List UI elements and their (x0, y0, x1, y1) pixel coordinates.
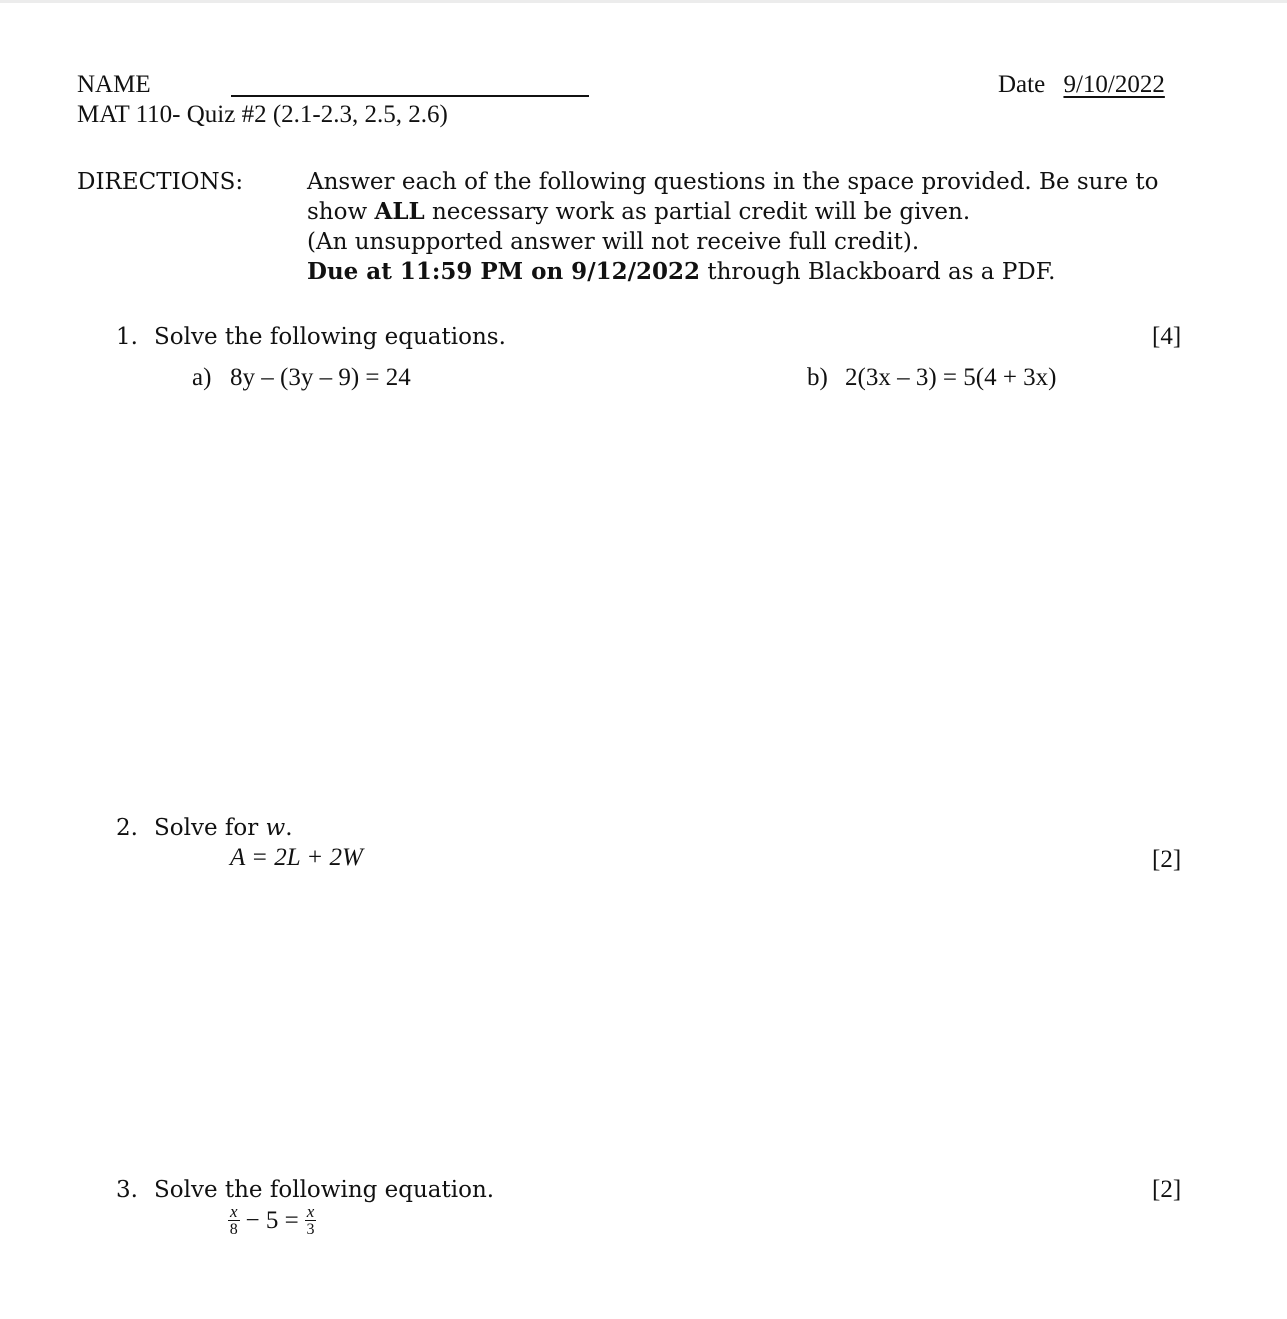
question-3-prompt: Solve the following equation. (154, 1177, 495, 1203)
question-2-number: 2. (116, 815, 138, 841)
fraction-x-over-8: $\frac{x}{8}$ (229, 1202, 238, 1238)
question-1a-equation: 8y – (3y – 9) = 24 (230, 364, 411, 391)
due-date-text: Due at 11:59 PM on 9/12/2022 (307, 258, 701, 285)
date-label: Date (998, 71, 1046, 98)
equation-middle: − 5 = (245, 1207, 299, 1234)
directions-line-2: show ALL necessary work as partial credit will be given. (307, 198, 971, 225)
question-1-prompt: Solve the following equations. (154, 324, 506, 350)
directions-emphasis-all: ALL (374, 198, 425, 225)
name-label: NAME (77, 71, 151, 98)
directions-text (307, 167, 1267, 287)
question-2-equation: A = 2L + 2W (230, 844, 363, 871)
name-blank-line (231, 95, 589, 97)
directions-label: DIRECTIONS: (77, 169, 244, 195)
question-1-points: [4] (1152, 323, 1182, 350)
fraction-x-over-3: $\frac{x}{3}$ (306, 1202, 315, 1238)
question-3-equation (228, 1203, 316, 1239)
directions-line-1: Answer each of the following questions in the space provided. Be sure to (307, 169, 1159, 195)
date-value: 9/10/2022 (1063, 71, 1165, 98)
question-1b-label: b) (807, 364, 828, 391)
directions-line-3: (An unsupported answer will not receive full credit). (307, 229, 920, 255)
question-1-number: 1. (116, 324, 138, 350)
question-1a-label: a) (192, 364, 212, 391)
date-field (998, 70, 1165, 100)
course-title: MAT 110- Quiz #2 (2.1-2.3, 2.5, 2.6) (77, 101, 448, 128)
question-3-points: [2] (1152, 1176, 1182, 1203)
question-1b-equation: 2(3x – 3) = 5(4 + 3x) (845, 364, 1057, 391)
question-2-variable: w (265, 815, 286, 841)
question-3-number: 3. (116, 1177, 138, 1203)
question-2-points: [2] (1152, 846, 1182, 873)
page-top-border (0, 0, 1287, 3)
directions-line-4: Due at 11:59 PM on 9/12/2022 through Blackboard as a PDF. (307, 258, 1056, 285)
question-2-prompt: Solve for w. (154, 815, 293, 841)
